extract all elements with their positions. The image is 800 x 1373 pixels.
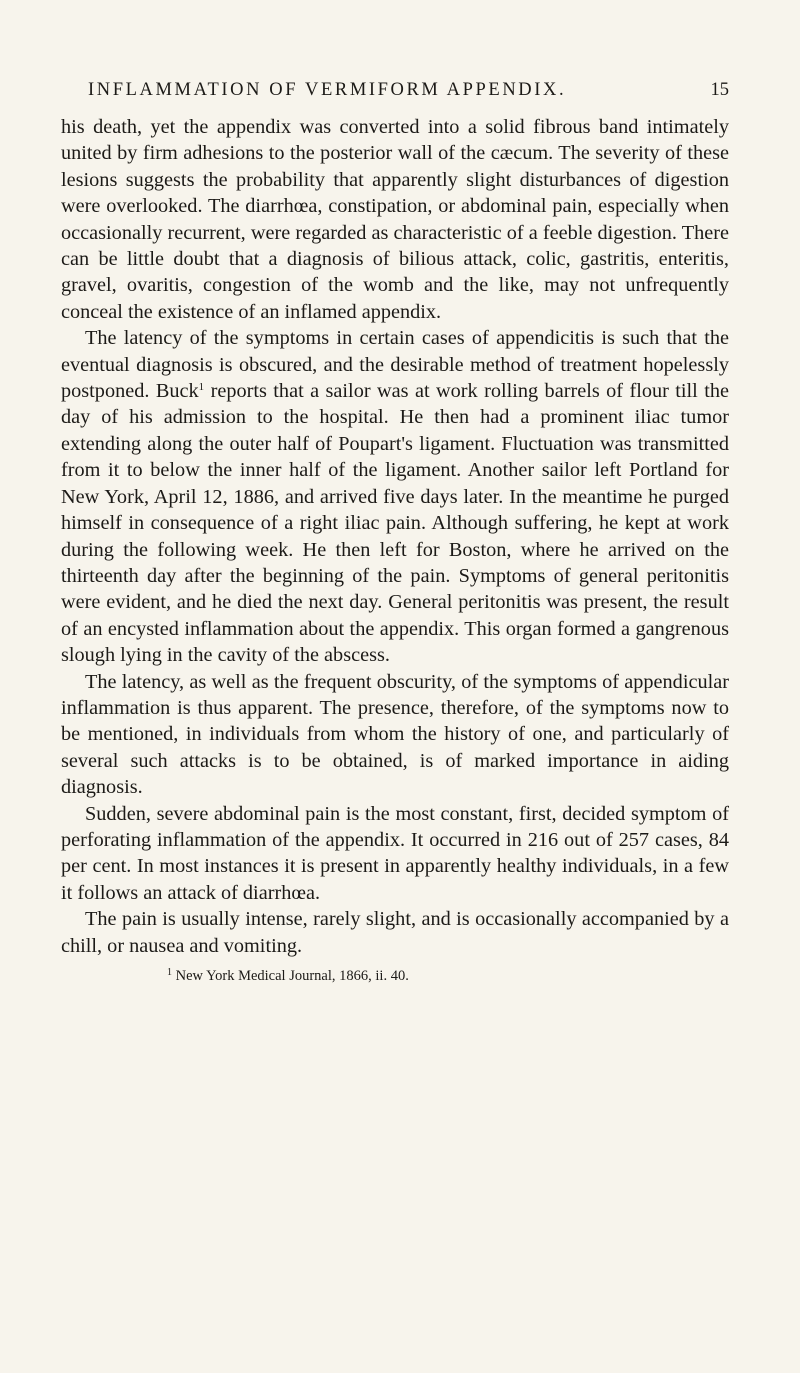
paragraph-2 xyxy=(61,325,729,668)
body-text xyxy=(61,114,729,959)
paragraph-4: Sudden, severe abdominal pain is the most constant, first, decided symptom of perforating inflammation of the appendix. It occurred in 216 out of 257 cases, 84 per cent. In most instances it is present in apparently healthy individuals, in a few it follows an attack of diarrhœa. xyxy=(61,802,729,904)
paragraph-5: The pain is usually intense, rarely slight, and is occasionally accompanied by a chill, or nausea and vomiting. xyxy=(61,908,729,957)
paragraph-2-text-a: The latency of the symptoms in certain cases of appendicitis is such that the eventual diagnosis is obscured, and the desirable method of treatment hopelessly postponed. Buck xyxy=(61,327,729,403)
running-head xyxy=(61,80,729,114)
book-page xyxy=(61,80,729,985)
paragraph-2-text-b: reports that a sailor was at work rolling barrels of flour till the day of his admission to the hospital. He then had a prominent iliac tumor extending along the outer half of Poupart's ligament. Fluctuation was transmitted from it to below the inner half of the ligament. Another sailor left Portland for New York, April 12, 1886, and arrived five days later. In the meantime he purged himself in consequence of a right iliac pain. Although suffering, he kept at work during the following week. He then left for Boston, where he arrived on the thirteenth day after the beginning of the pain. Symptoms of general peritonitis were evident, and he died the next day. General peritonitis was present, the result of an encysted inflammation about the appendix. This organ formed a gangrenous slough lying in the cavity of the abscess. xyxy=(61,380,729,667)
footnote xyxy=(61,967,729,985)
paragraph-3: The latency, as well as the frequent obscurity, of the symptoms of appendicular inflammation is thus apparent. The presence, therefore, of the symptoms now to be mentioned, in individuals from whom the history of one, and particularly of several such attacks is to be obtained, is of marked importance in aiding diagnosis. xyxy=(61,670,729,799)
footnote-marker: 1 xyxy=(167,967,172,978)
page-number: 15 xyxy=(710,80,729,100)
footnote-text: New York Medical Journal, 1866, ii. 40. xyxy=(172,968,409,984)
running-head-title: INFLAMMATION OF VERMIFORM APPENDIX. xyxy=(88,80,567,100)
paragraph-1: his death, yet the appendix was converted into a solid fibrous band intimately united by firm adhesions to the posterior wall of the cæcum. The severity of these lesions suggests the probability that apparently slight disturbances of digestion were overlooked. The diarrhœa, constipation, or abdominal pain, especially when occasionally recurrent, were regarded as characteristic of a feeble digestion. There can be little doubt that a diagnosis of bilious attack, colic, gastritis, enteritis, gravel, ovaritis, congestion of the womb and the like, may not unfrequently conceal the existence of an inflamed appendix. xyxy=(61,116,729,323)
footnote-reference: 1 xyxy=(198,381,205,394)
